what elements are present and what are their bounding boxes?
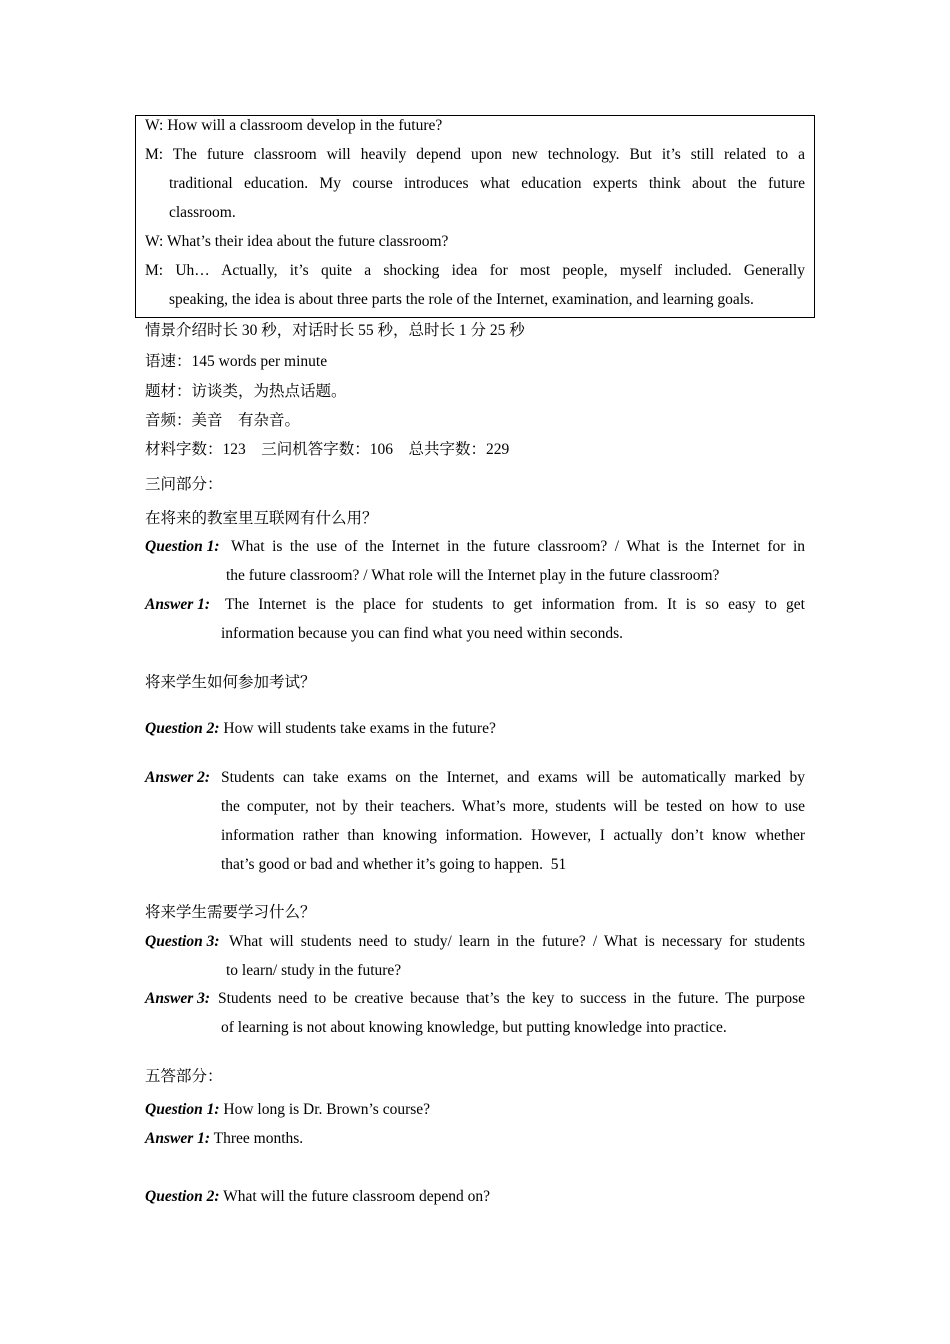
dialogue-m1-line2: traditional education. My course introduces what education experts think about the future bbox=[169, 175, 805, 192]
a1-label: Answer 1: bbox=[145, 596, 211, 613]
dialogue-w2: W: What’s their idea about the future classroom? bbox=[145, 233, 449, 250]
a3-line1: Students need to be creative because that’s the key to success in the future. The purpose bbox=[218, 990, 805, 1007]
a2-label: Answer 2: bbox=[145, 769, 211, 786]
five-a1-row: Answer 1: Three months. bbox=[145, 1130, 304, 1147]
a1-line2: information because you can find what you need within seconds. bbox=[221, 625, 624, 642]
a3-line2: of learning is not about knowing knowledge, but putting knowledge into practice. bbox=[221, 1019, 727, 1036]
a2-line4: that’s good or bad and whether it’s going to happen. 51 bbox=[221, 856, 567, 873]
q3-label: Question 3: bbox=[145, 933, 220, 950]
a1-line1: The Internet is the place for students to get information from. It is so easy to get bbox=[225, 596, 805, 613]
q3-line2: to learn/ study in the future? bbox=[226, 962, 402, 979]
three-q-heading: 三问部分： bbox=[145, 476, 223, 493]
q2-row: Question 2: How will students take exams in the future? bbox=[145, 720, 496, 737]
q1-chinese: 在将来的教室里互联网有什么用？ bbox=[145, 510, 378, 527]
five-q1-row: Question 1: How long is Dr. Brown’s course? bbox=[145, 1101, 431, 1118]
dialogue-w1: W: How will a classroom develop in the future? bbox=[145, 117, 443, 134]
dialogue-m1-line3: classroom. bbox=[169, 204, 236, 221]
q1-label: Question 1: bbox=[145, 538, 220, 555]
info-wordcount: 材料字数：123 三问机答字数：106 总共字数：229 bbox=[145, 441, 510, 458]
dialogue-m2-line2: speaking, the idea is about three parts the role of the Internet, examination, and learning goals. bbox=[169, 291, 754, 308]
info-duration: 情景介绍时长 30 秒，对话时长 55 秒，总时长 1 分 25 秒 bbox=[145, 322, 525, 339]
a2-line1: Students can take exams on the Internet, and exams will be automatically marked by bbox=[221, 769, 805, 786]
info-speed: 语速：145 words per minute bbox=[145, 353, 328, 370]
dialogue-m2-line1: M: Uh… Actually, it’s quite a shocking idea for most people, myself included. Generally bbox=[145, 262, 805, 279]
q1-line2: the future classroom? / What role will the Internet play in the future classroom? bbox=[226, 567, 720, 584]
q1-line1: What is the use of the Internet in the future classroom? / What is the Internet for in bbox=[231, 538, 805, 555]
a2-line3: information rather than knowing information. However, I actually don’t know whether bbox=[221, 827, 805, 844]
q3-chinese: 将来学生需要学习什么？ bbox=[145, 904, 316, 921]
a3-label: Answer 3: bbox=[145, 990, 211, 1007]
five-a-heading: 五答部分： bbox=[145, 1068, 223, 1085]
info-audio: 音频：美音 有杂音。 bbox=[145, 412, 301, 429]
a2-line2: the computer, not by their teachers. What’s more, students will be tested on how to use bbox=[221, 798, 805, 815]
dialogue-m1-line1: M: The future classroom will heavily depend upon new technology. But it’s still related to a bbox=[145, 146, 805, 163]
info-topic: 题材：访谈类，为热点话题。 bbox=[145, 383, 347, 400]
five-q2-row: Question 2: What will the future classroom depend on? bbox=[145, 1188, 490, 1205]
q2-chinese: 将来学生如何参加考试？ bbox=[145, 674, 316, 691]
q3-line1: What will students need to study/ learn in the future? / What is necessary for students bbox=[229, 933, 805, 950]
